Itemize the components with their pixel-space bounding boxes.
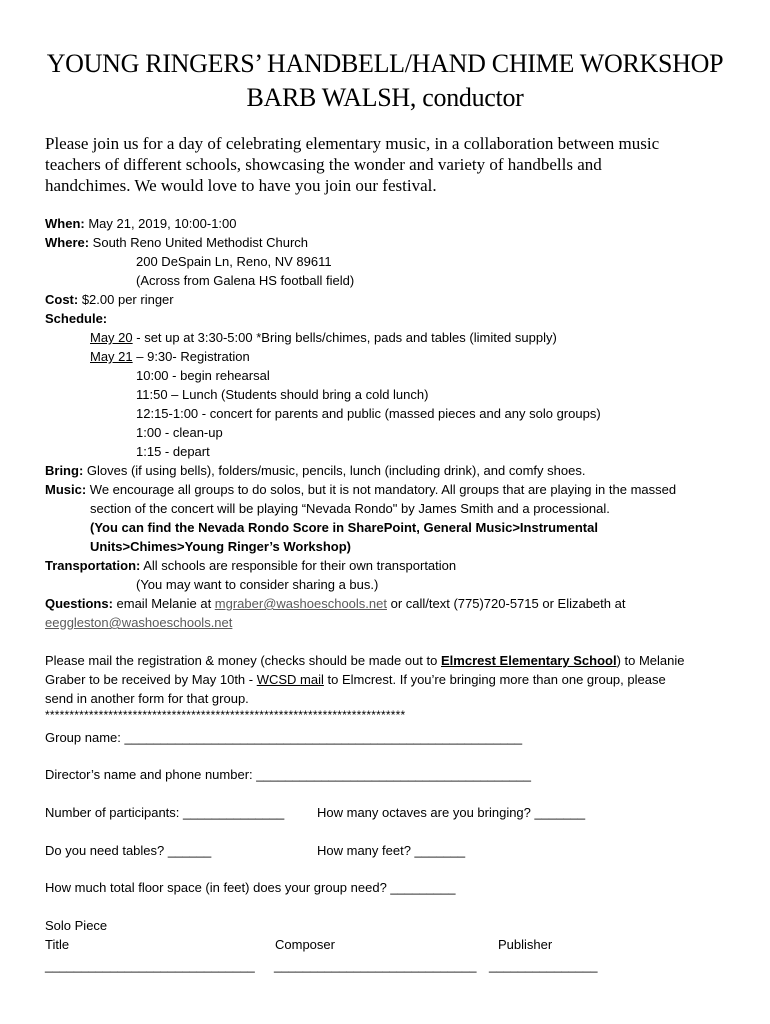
cost-value: $2.00 per ringer	[78, 292, 174, 307]
when-value: May 21, 2019, 10:00-1:00	[84, 216, 237, 231]
music-value: We encourage all groups to do solos, but it is not mandatory. All groups that are playing in the massed	[86, 482, 677, 497]
where-value: South Reno United Methodist Church	[89, 235, 309, 250]
mail-line-2	[45, 671, 666, 688]
mail-text: Please mail the registration & money (checks should be made out to	[45, 653, 441, 668]
where-label: Where:	[45, 235, 90, 250]
page-title: YOUNG RINGERS’ HANDBELL/HAND CHIME WORKSHOP	[46, 49, 724, 78]
solo-composer-field[interactable]: ____________________________	[274, 958, 477, 973]
intro-line-2: teachers of different schools, showcasing the wonder and variety of handbells and	[45, 155, 602, 174]
solo-heading: Solo Piece	[45, 918, 108, 933]
transportation-line	[45, 557, 456, 574]
transportation-value: All schools are responsible for their own transportation	[140, 558, 457, 573]
cost-line	[45, 291, 174, 308]
tables-field[interactable]: Do you need tables? ______	[45, 843, 212, 858]
school-name: Elmcrest Elementary School	[441, 653, 617, 668]
transportation-note: (You may want to consider sharing a bus.)	[136, 577, 379, 592]
schedule-day1	[90, 329, 557, 346]
divider: **************************************************************************	[45, 708, 406, 722]
where-line	[45, 234, 308, 251]
feet-field[interactable]: How many feet? _______	[317, 843, 466, 858]
address-line: 200 DeSpain Ln, Reno, NV 89611	[136, 254, 332, 269]
wcsd-mail: WCSD mail	[256, 672, 324, 687]
when-label: When:	[45, 216, 85, 231]
schedule-day2-date: May 21	[90, 349, 133, 364]
schedule-day1-date: May 20	[90, 330, 133, 345]
conductor-subtitle: BARB WALSH, conductor	[246, 83, 524, 112]
music-line-2: section of the concert will be playing “Nevada Rondo" by James Smith and a processional.	[90, 501, 610, 516]
mail-text: Graber to be received by May 10th -	[45, 672, 257, 687]
music-score-note-2: Units>Chimes>Young Ringer’s Workshop)	[90, 539, 351, 554]
mail-text: to Elmcrest. If you’re bringing more than one group, please	[323, 672, 666, 687]
questions-line-2	[45, 614, 232, 631]
solo-col-title: Title	[45, 937, 70, 952]
schedule-day2-text: – 9:30- Registration	[132, 349, 250, 364]
schedule-label: Schedule:	[45, 311, 108, 326]
intro-line-1: Please join us for a day of celebrating elementary music, in a collaboration between music	[45, 134, 660, 153]
transportation-label: Transportation:	[45, 558, 141, 573]
schedule-day1-text: - set up at 3:30-5:00 *Bring bells/chimes, pads and tables (limited supply)	[132, 330, 557, 345]
schedule-item: 1:15 - depart	[136, 444, 210, 459]
mail-text: ) to Melanie	[616, 653, 685, 668]
questions-text: email Melanie at	[112, 596, 215, 611]
schedule-day2	[90, 348, 250, 365]
participants-field[interactable]: Number of participants: ______________	[45, 805, 285, 820]
questions-label: Questions:	[45, 596, 113, 611]
bring-value: Gloves (if using bells), folders/music, pencils, lunch (including drink), and comfy shoes.	[83, 463, 586, 478]
email-link-elizabeth[interactable]: eeggleston@washoeschools.net	[45, 615, 233, 630]
cost-label: Cost:	[45, 292, 79, 307]
schedule-item: 10:00 - begin rehearsal	[136, 368, 270, 383]
floor-space-field[interactable]: How much total floor space (in feet) does your group need? _________	[45, 880, 456, 895]
octaves-field[interactable]: How many octaves are you bringing? _______	[317, 805, 586, 820]
group-name-field[interactable]: Group name: _______________________________________________________	[45, 730, 523, 745]
director-field[interactable]: Director’s name and phone number: ______________________________________	[45, 767, 531, 782]
when-line	[45, 215, 237, 232]
bring-line	[45, 462, 585, 479]
solo-publisher-field[interactable]: _______________	[489, 958, 598, 973]
questions-line	[45, 595, 625, 612]
schedule-item: 11:50 – Lunch (Students should bring a cold lunch)	[136, 387, 429, 402]
solo-col-composer: Composer	[275, 937, 335, 952]
schedule-item: 1:00 - clean-up	[136, 425, 223, 440]
solo-title-field[interactable]: _____________________________	[45, 958, 255, 973]
mail-line-1	[45, 652, 685, 669]
questions-text-2: or call/text (775)720-5715 or Elizabeth at	[386, 596, 626, 611]
solo-col-publisher: Publisher	[498, 937, 553, 952]
mail-line-3: send in another form for that group.	[45, 691, 249, 706]
bring-label: Bring:	[45, 463, 84, 478]
email-link-melanie[interactable]: mgraber@washoeschools.net	[214, 596, 387, 611]
music-score-note-1: (You can find the Nevada Rondo Score in SharePoint, General Music>Instrumental	[90, 520, 598, 535]
intro-line-3: handchimes. We would love to have you join our festival.	[45, 176, 437, 195]
schedule-item: 12:15-1:00 - concert for parents and public (massed pieces and any solo groups)	[136, 406, 601, 421]
address-note: (Across from Galena HS football field)	[136, 273, 355, 288]
music-label: Music:	[45, 482, 87, 497]
music-line	[45, 481, 676, 498]
